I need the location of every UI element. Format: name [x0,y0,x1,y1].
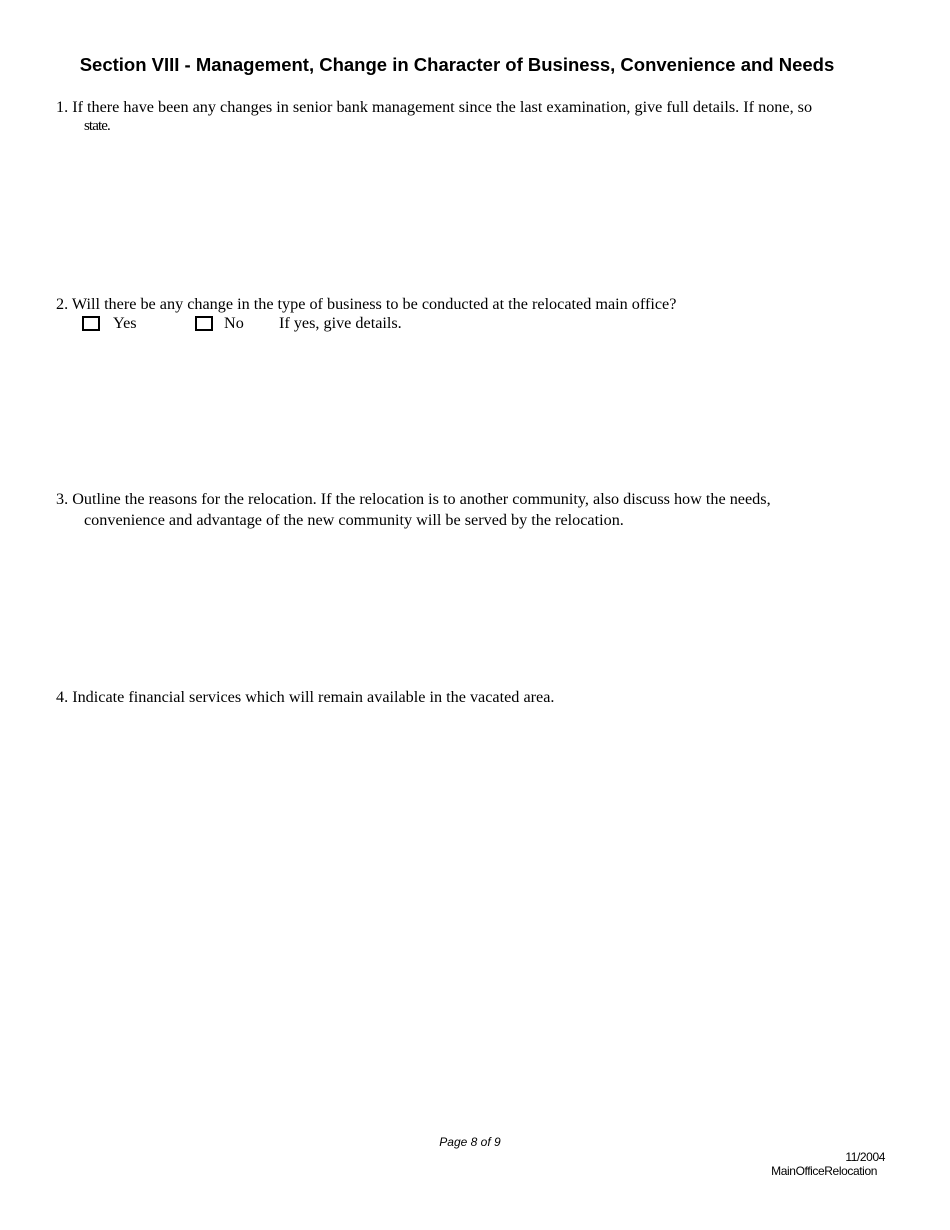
no-checkbox-label: No [224,314,244,332]
yes-checkbox-label: Yes [113,314,137,332]
question-1-text-continued: state. [84,118,110,134]
question-3-text-continued: convenience and advantage of the new community will be served by the relocation. [84,511,624,529]
question-4-text: 4. Indicate financial services which will remain available in the vacated area. [56,688,555,706]
form-name: MainOfficeRelocation [771,1164,877,1178]
yes-checkbox[interactable] [82,316,100,331]
question-1-text: 1. If there have been any changes in senior bank management since the last examination, give full details. If none, so [56,98,813,116]
form-date: 11/2004 [845,1150,885,1164]
no-checkbox[interactable] [195,316,213,331]
page-number: Page 8 of 9 [439,1135,501,1149]
question-2-text: 2. Will there be any change in the type of business to be conducted at the relocated main office? [56,295,677,313]
question-3-text: 3. Outline the reasons for the relocation. If the relocation is to another community, also discuss how the needs, [56,490,771,508]
question-2-instruction: If yes, give details. [279,314,402,332]
section-title: Section VIII - Management, Change in Character of Business, Convenience and Needs [79,54,835,75]
